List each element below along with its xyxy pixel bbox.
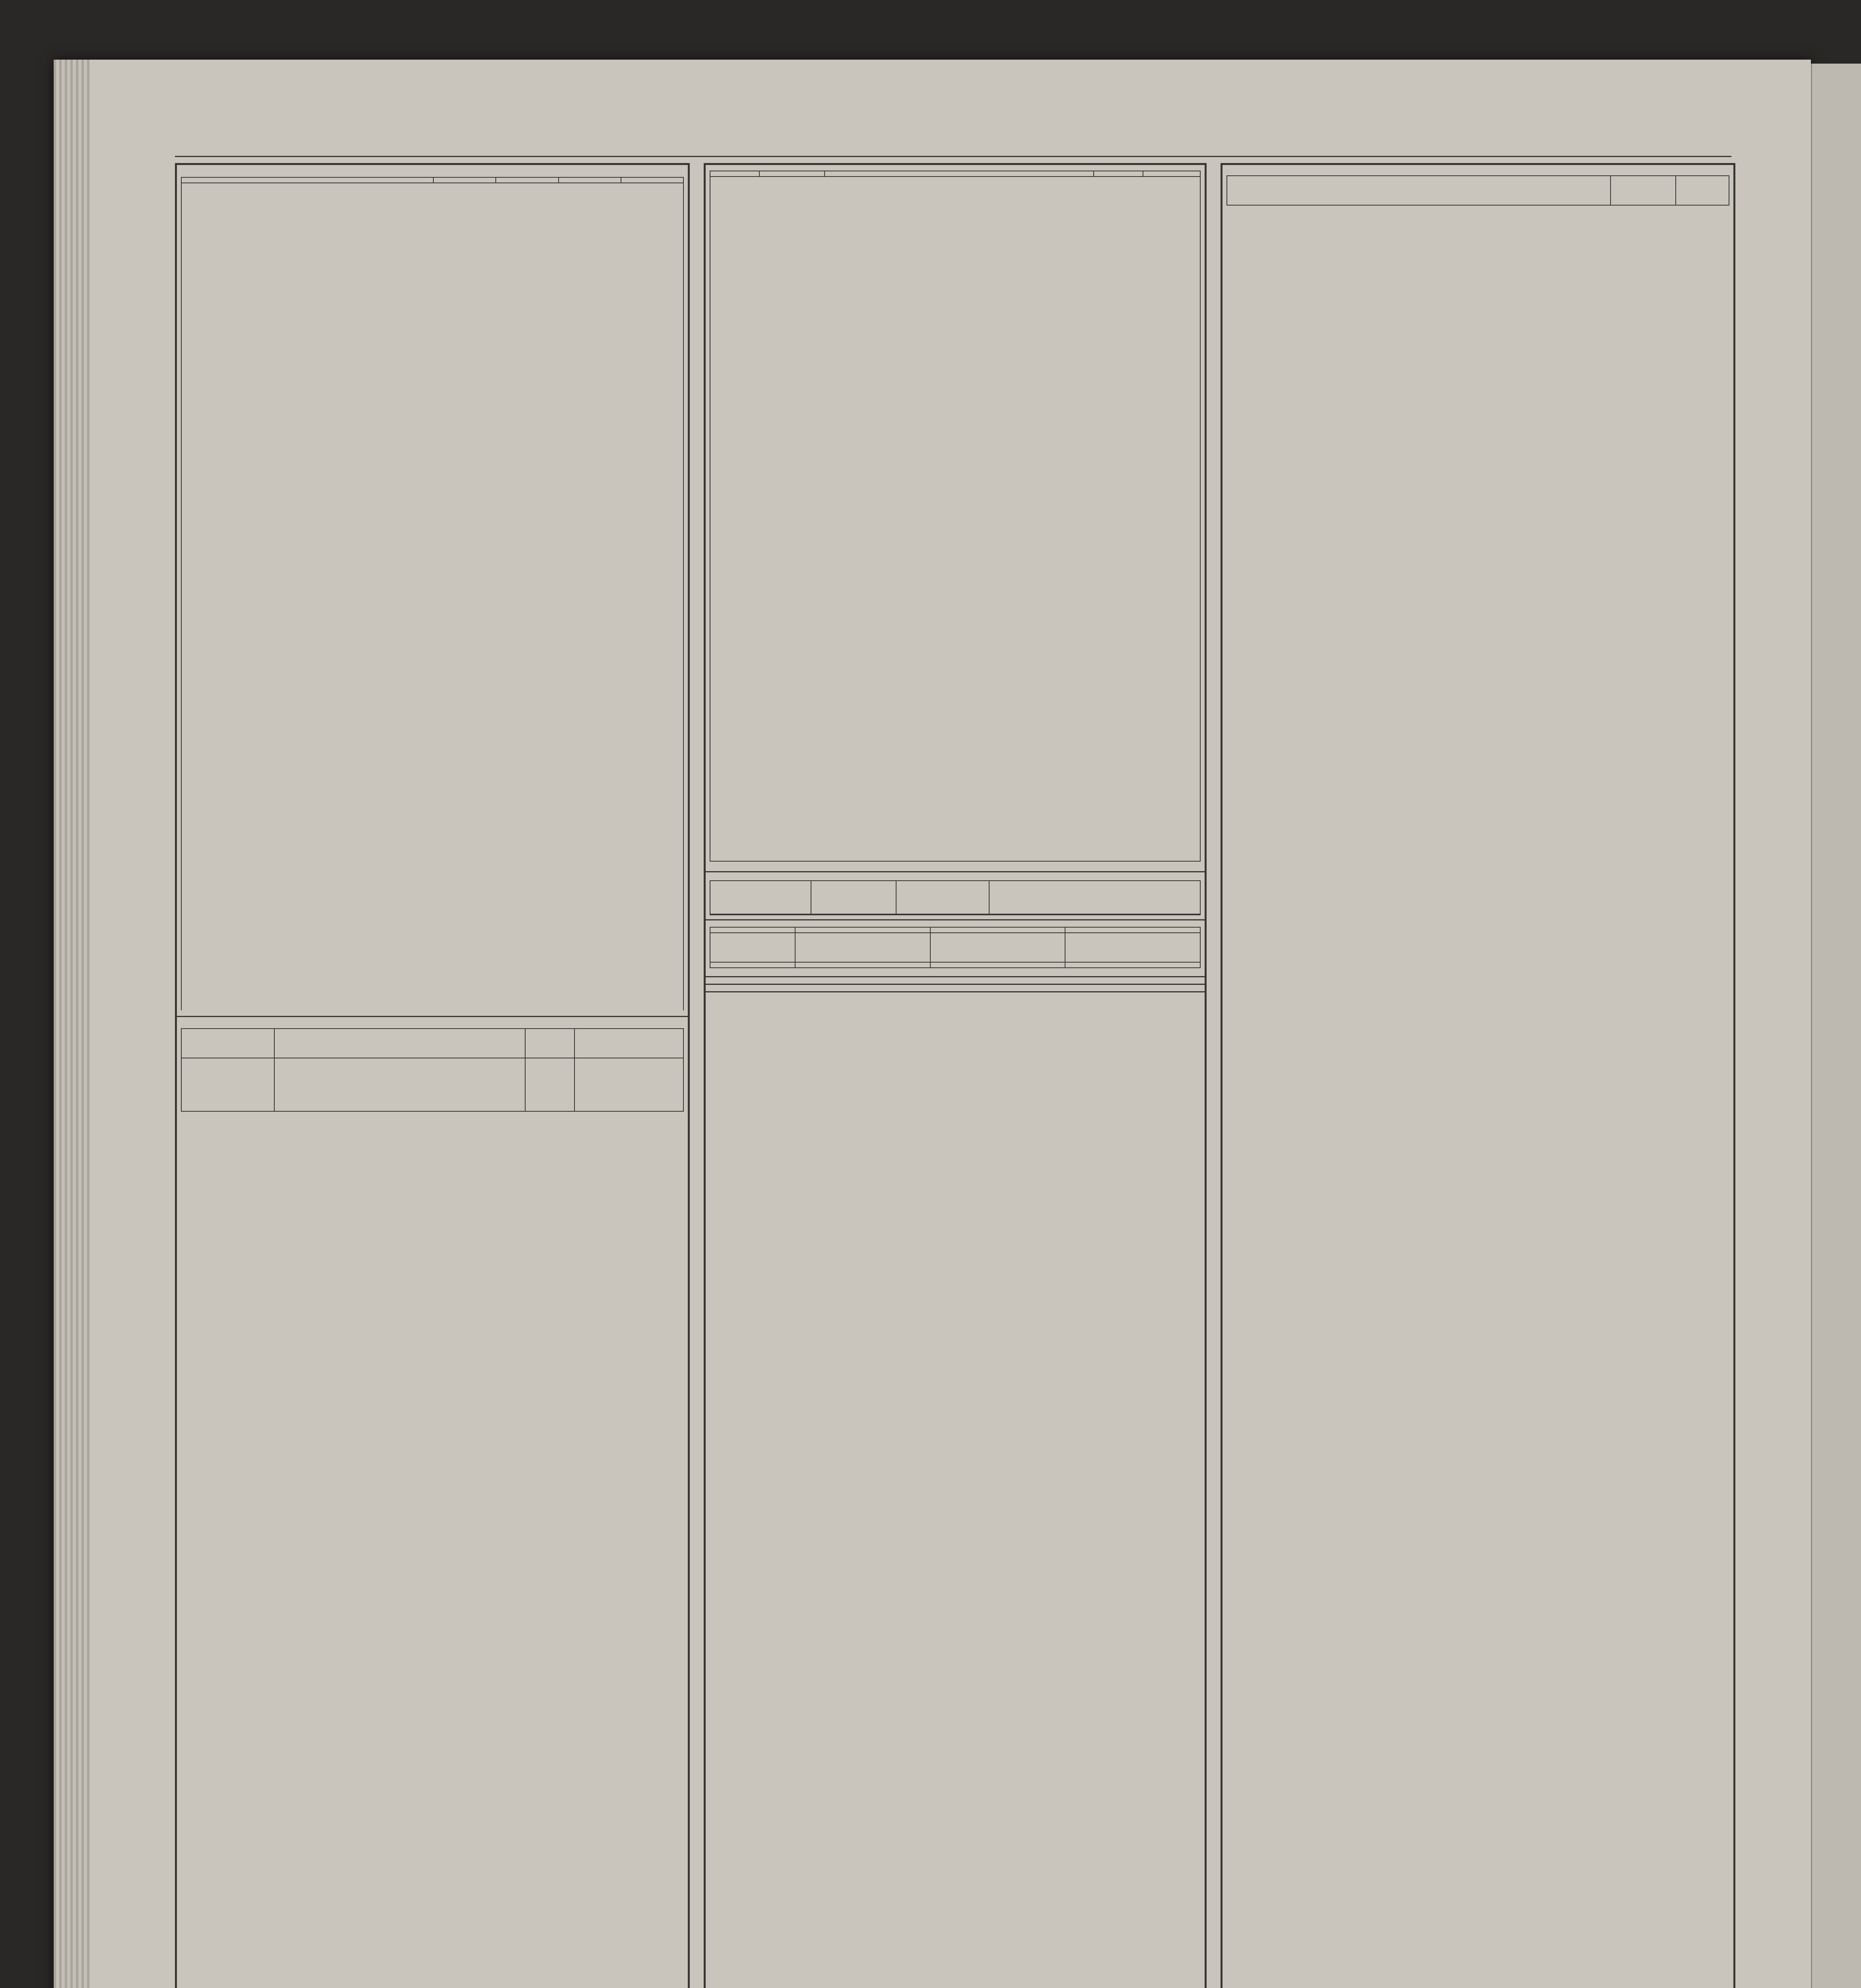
special-header-cours (181, 1029, 274, 1058)
special-header-designation (274, 1029, 525, 1058)
header-valeurs (181, 177, 433, 183)
header-rule (175, 156, 1731, 157)
terme-header-2mois (930, 927, 1065, 933)
sousc-header-cours (759, 171, 825, 177)
renseignements-body (1226, 206, 1729, 1923)
terme-header-3mois (1065, 927, 1200, 933)
cours-body (181, 183, 684, 1010)
sousc-header-cloture (1143, 171, 1200, 177)
rens-header-designation (1227, 176, 1611, 205)
terme-header-devises (710, 927, 795, 933)
changes-header-cours (989, 881, 1200, 914)
terme-row-newyork (710, 962, 795, 968)
souscriptions-table (710, 171, 1201, 177)
changes-table (710, 880, 1201, 914)
cours-table (181, 177, 684, 183)
sousc-header-date (710, 171, 759, 177)
rens-header-offre (1676, 176, 1729, 205)
souscriptions-body (710, 177, 1201, 862)
terme-table (710, 927, 1201, 968)
changes-body (710, 914, 1201, 915)
book-binding-edge (54, 60, 89, 1988)
rens-header-demande (1611, 176, 1676, 205)
renseignements-table-header (1226, 175, 1729, 206)
special-header-comptant (574, 1029, 683, 1058)
header-dernier-cours (621, 177, 683, 183)
sousc-header-value (1094, 171, 1143, 177)
changes-header-devises (811, 881, 896, 914)
terme-header-1mois (795, 927, 930, 933)
section-rule (177, 1016, 688, 1017)
changes-header-parites (710, 881, 811, 914)
cours-cotes-column (175, 163, 690, 1988)
special-header-jouiss (525, 1029, 574, 1058)
special-table (181, 1028, 684, 1112)
header-plus-bas (559, 177, 621, 183)
renseignements-column (1221, 163, 1735, 1988)
sousc-header-designation (825, 171, 1094, 177)
header-premier-cours (433, 177, 496, 183)
header-plus-haut (496, 177, 558, 183)
terme-row-londres (710, 933, 795, 962)
cours-table-header (181, 177, 683, 183)
next-page-edge (1811, 64, 1861, 1988)
changes-header-derniers (896, 881, 989, 914)
middle-column (704, 163, 1207, 1988)
